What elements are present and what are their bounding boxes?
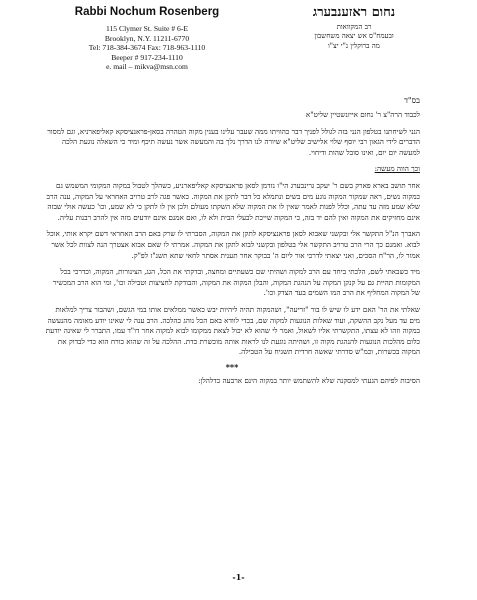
paragraph-3: אחר תושב בארא פארק בשם ר' יעקב גרינבערג הי"ו נזדמן לסאן פראנציסקא קאליפארניע, כשהלך לטבול במקוה המקומי המשמש גם כמקוה נשים, ראה שמקור המקוה נוגע מים בשים ונתמלא כל דבר לתקן את המקוה. כאשר פגה לרב טרויב האחראי על המקוה, ענה הרב שלא שמע מזה עד עתה, וכלל לפנות לאמר שאין לו את המקוה שלא השקתו מעולם ולכן אין לו לתקן כי לא שמע, וכו' כעשה אולי שבזה אינם מחזיקים את המקוה ואין להם יד בזה, כי המקוה שייכת לבעלי הבית ולא לו, ואם אמנם אינם יודעים מזה אין להרב רבנות עליה. [46,180,420,222]
paragraph-2-heading: וכך הווה מעשה: [374,164,420,174]
hebrew-title-2: ובעמח"ס אש יצאה משחשבון [314,32,394,41]
bsd-mark: בס"ד [404,96,420,105]
salutation: לכבוד הרה"צ ר' נחום אייזנשטיין שליט"א [305,110,420,119]
paragraph-1: הנני לשיחתנו בטלפון הנני בזה לגולל לפניך דבר כהוויתו ממה שעבר עלינו בענין מקוה הטהרה בסאן-פראנציסקא קאליפארניא, וגם למסור הדברים לידי הגאון רבי יוסף שלוי אלישיב שליט"א שיורה לנו הדרך נלך בה והמעשה אשר נעשה תיכף ומיד כי השאלה נוגעת הלכה למעשה יום יום, ואינו סובל שהות ודיחוי. [47,126,420,157]
hebrew-name: נחום ראזענבערג [312,5,396,20]
paragraph-5: מיד כשבאתי לשם, הלכתי ביחד עם הרב למקוה ושהיתי שם כשעתיים ומחצה, ובדקתי את הכל, הגג, הצינורות, המקוה, וכדרכי בכל המקומות תהיית גם על קנקן המקוה על הנהגת המקוה, והבלן המקוה את המקוה, והבודקת לחציצות וטבילה וכו', ומי הוא הרב המכשיר של המקוה המחליף את הרב המו השמים בעד הצדק וכו'. [52,267,420,298]
section-divider: *** [225,361,239,372]
hebrew-title-3: מה ברוקלין נ"י יצ"ו [328,41,380,50]
address-line-1: 115 Clymer St. Suite # 6-E [106,24,188,33]
rabbi-name: Rabbi Nochum Rosenberg [74,6,220,18]
page-number: -1- [232,572,245,582]
closing-line: הסיבות לפיהם הגעתי למסקנה שלא להשתמש יותר במקוה הינם ארבעה כדלהלן: [198,375,420,385]
beeper: Beeper # 917-234-1110 [111,52,183,62]
paragraph-6: שאלתי את הר' האם ידע לו שיש לו בור "זריעה", ושהמקוה תהיה ליהיות יבש כאשר ממלאים אותו במי הגשם, ושהבור צריך למלאות מים עד מעל נקב ההשקה, ועוד שאלות הנוגעות למקוה שם, בכדי לוודא באם הכל נוהג כהלכה. הרב ענה לי שאינו יודע מאומה מהנעשה במקוה וזהו לא עצתו, התקשרתי אליו לשאול, ואמר לי שהוא לא יכול לצאת ממקומו לבוא למקוה אחר דו"ד עמו, התברר לי שאינה יודעת כלום מהלכות הנוגעות להנהגת מקוה זו, ושהיתה נוגעת לנו לראות אותה מוכשרת כדת. ההלכה על זה שהוא כורח הוא כדי לבדוק את המקוה בכשרות, וכמ"ש סדרתי שאשה חרדית תשגיח על הטבילה. [45,304,420,357]
letterhead-english [62,6,232,72]
letterhead-hebrew [279,4,429,51]
email: e. mail – mikva@msn.com [106,62,188,72]
phone-fax: Tel: 718-384-3674 Fax: 718-963-1110 [88,43,206,53]
hebrew-title-1: רב המקוואות [336,23,372,31]
address-line-2: Brooklyn, N.Y. 11211-6770 [104,33,190,43]
letter-body [44,110,420,386]
paragraph-4: האברך הנ"ל התקשר אלי ובקשני שאבוא לסאן פראנציסקא לתקן את המקוה, הסברתי לו שרק באם הרב האחראי דשם יקרא אותי, אוכל לבוא. ואמנם כך הרי הרב טרויב התקשר אלי בטלפון ובקשני לבוא לתקן את המקוה. אמרתי לו שאם אבוא אצטרך הנה לצוות לכל אשר אמור לו, הר"ח הסכים, ואני יצאתי לדרכי אור ליום ה' בבוקר אחר תענית אסתר לחאי שתא תשנ"ז לפ"ק. [46,229,420,260]
